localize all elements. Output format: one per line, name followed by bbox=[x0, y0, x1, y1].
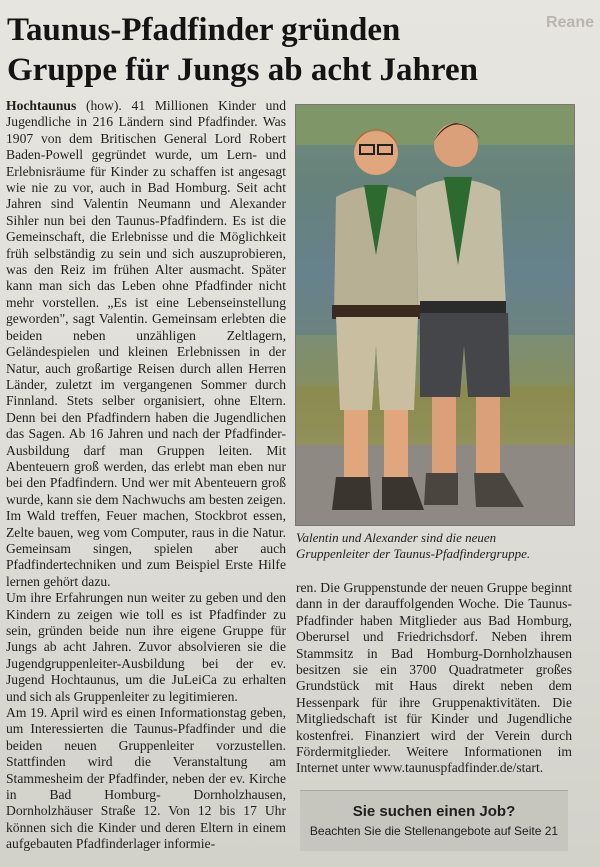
neighbor-headline-fragment: Reane bbox=[545, 14, 594, 31]
article-left-column bbox=[6, 98, 286, 853]
article-paragraph: Am 19. April wird es einen Informationstag geben, um Interessierten die Taunus-Pfadfinder und die beiden neuen Gruppenleiter vorzustellen. Stattfinden wird die Veranstaltung am Stammesheim der Pfadfinder, neben der ev. Kirche in Bad Homburg- Dornholzhausen, Dornholzhäuser Straße 12. Von 12 bis 17 Uhr können sich die Kinder und deren Eltern in einem aufgebauten Pfadfinderlager informie- bbox=[6, 705, 286, 852]
scouts-photo-illustration bbox=[296, 105, 574, 525]
article-photo bbox=[295, 104, 575, 526]
paragraph-text: (how). 41 Millionen Kinder und Jugendliche in 216 Ländern sind Pfadfinder. Was 1907 von dem Britischen General Lord Robert Baden-Powell gegründet wurde, um Lern- und Erlebnisräume für Kinder zu schaffen ist angesagt wie nie zu vor, auch in Bad Homburg. Seit acht Jahren sind Valentin Neumann und Alexander Sihler nun bei den Taunus-Pfadfindern. Es ist die Gemeinschaft, die Erlebnisse und die Möglichkeit früh selbständig zu sein und sich auszuprobieren, was den Reiz im frühen Alter ausmacht. Später kann man sich das Leben ohne Pfadfinder nicht mehr vorstellen. „Es ist eine Lebenseinstellung geworden", sagt Valentin. Gemeinsam erlebten die beiden neben unzähligen Zeltlagern, Geländespielen und kleinen Erlebnissen in der Natur, auch großartige Reisen durch allen Herren Länder, zuletzt im vergangenen Sommer durch Finnland. Stets selber organisiert, ohne Eltern. Denn bei den Pfadfindern haben die Jugendlichen das Sagen. Ab 16 Jahren und nach der Pfadfinder-Ausbildung darf man Gruppen leiten. Mit Abenteuern groß werden, das erlebt man eben nur bei den Pfadfindern. Und wer mit Abenteuern groß wurde, kann sie dem Nachwuchs am besten zeigen. Im Wald treffen, Feuer machen, Stockbrot essen, Zelte bauen, weg vom Computer, raus in die Natur. Gemeinsam singen, spielen aber auch Pfadfindertechniken und zum Beispiel Erste Hilfe lernen gehört dazu. bbox=[6, 98, 286, 589]
article-right-column bbox=[296, 580, 572, 777]
headline-line-2: Gruppe für Jungs ab acht Jahren bbox=[7, 52, 478, 88]
job-ad-box bbox=[300, 790, 568, 851]
job-ad-title: Sie suchen einen Job? bbox=[352, 803, 516, 820]
article-paragraph: Um ihre Erfahrungen nun weiter zu geben und den Kindern zu zeigen wie toll es ist Pfadfinder zu sein, gründen beide nun ihre eigene Gruppe für Jungs ab acht Jahren. Zuvor absolvieren sie die Jugendgruppenleiter-Ausbildung bei der ev. Jugend Hochtaunus, um die JuLeiCa zu erhalten und sich als Gruppenleiter zu legitimieren. bbox=[6, 590, 286, 704]
headline-line-1: Taunus-Pfadfinder gründen bbox=[7, 12, 401, 48]
dateline: Hochtaunus bbox=[6, 98, 77, 113]
photo-caption: Valentin und Alexander sind die neuen Gruppenleiter der Taunus-Pfadfindergruppe. bbox=[296, 530, 531, 561]
article-paragraph: ren. Die Gruppenstunde der neuen Gruppe beginnt dann in der darauffolgenden Woche. Die Taunus-Pfadfinder haben Mitglieder aus Bad Homburg, Oberursel und Friedrichsdorf. Neben ihrem Stammsitz in Bad Homburg-Dornholzhausen besitzen sie ein 3700 Quadratmeter großes Grundstück mit Haus direkt neben dem Hessenpark für ihre Gruppenaktivitäten. Die Mitgliedschaft ist für Kinder und Jugendliche kostenfrei. Finanziert wird der Verein durch Fördermitglieder. Weitere Informationen im Internet unter www.taunuspfadfinder.de/start. bbox=[296, 580, 572, 776]
article-paragraph bbox=[6, 98, 286, 590]
article-headline bbox=[7, 10, 577, 90]
job-ad-subtitle: Beachten Sie die Stellenangebote auf Seite 21 bbox=[309, 824, 559, 838]
